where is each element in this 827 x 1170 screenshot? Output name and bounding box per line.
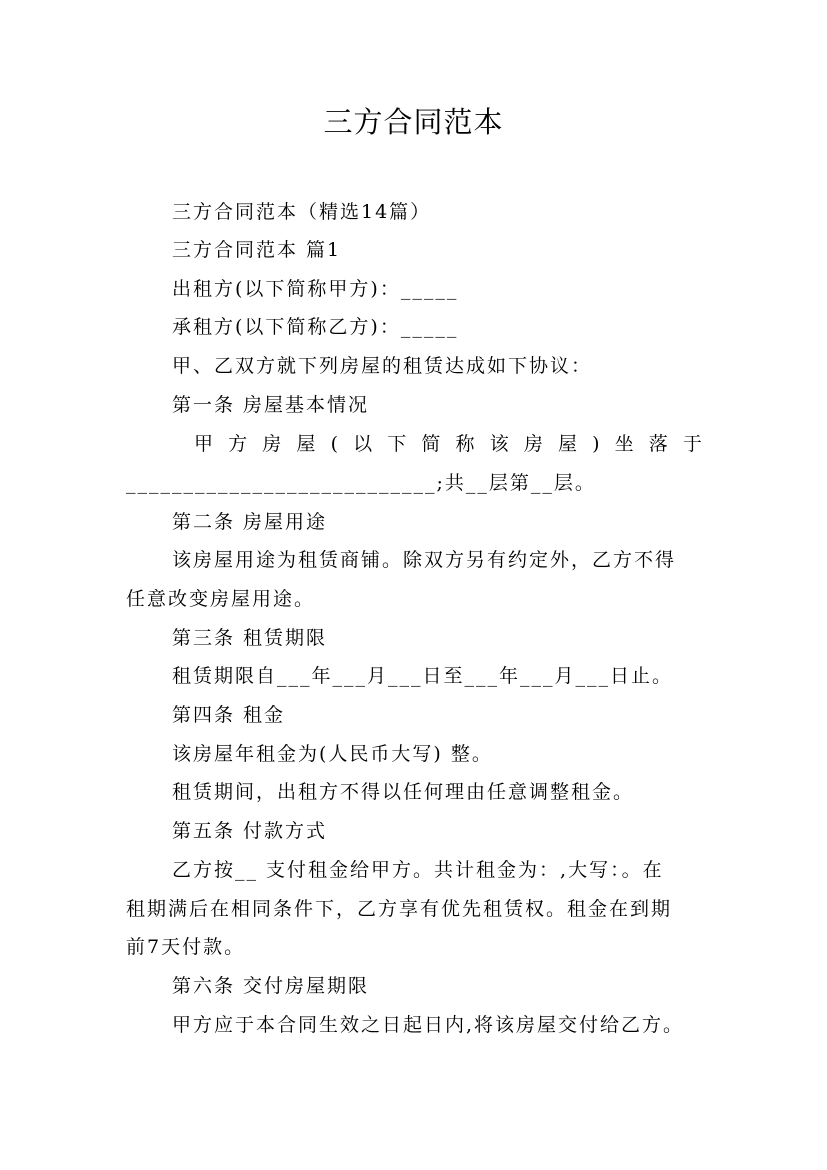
doc-line-property-floors: ___________________________;共__层第__层。 (126, 472, 596, 494)
doc-line-article-5: 第五条 付款方式 (172, 820, 328, 842)
doc-line-payment-cont: 租期满后在相同条件下，乙方享有优先租赁权。租金在到期 (126, 898, 673, 920)
justified-char: 该 (489, 433, 509, 455)
doc-line-article-3: 第三条 租赁期限 (172, 627, 328, 649)
doc-line-article-2: 第二条 房屋用途 (172, 511, 328, 533)
document-title: 三方合同范本 (323, 105, 504, 139)
justified-char: ) (592, 433, 600, 455)
doc-line-payment: 乙方按__ 支付租金给甲方。共计租金为：,大写：。在 (172, 859, 664, 881)
justified-char: 坐 (614, 433, 634, 455)
justified-char: 下 (387, 433, 407, 455)
justified-char: 屋 (557, 433, 577, 455)
doc-line-subtitle: 三方合同范本（精选14篇） (172, 201, 432, 223)
doc-line-article-4: 第四条 租金 (172, 704, 286, 726)
doc-line-article-6: 第六条 交付房屋期限 (172, 975, 370, 997)
justified-char: 简 (421, 433, 441, 455)
justified-char: 方 (228, 433, 248, 455)
doc-line-lessee: 承租方(以下简称乙方)：_____ (172, 316, 459, 338)
justified-char: 落 (648, 433, 668, 455)
doc-line-payment-cont-2: 前7天付款。 (126, 936, 246, 958)
doc-line-article-1: 第一条 房屋基本情况 (172, 394, 370, 416)
justified-char: 屋 (296, 433, 316, 455)
doc-line-usage-cont: 任意改变房屋用途。 (126, 588, 316, 610)
justified-char: 以 (353, 433, 373, 455)
justified-char: 房 (262, 433, 282, 455)
doc-line-agreement-intro: 甲、乙双方就下列房屋的租赁达成如下协议： (172, 355, 593, 377)
justified-char: 甲 (194, 433, 214, 455)
doc-line-annual-rent: 该房屋年租金为(人民币大写) 整。 (172, 743, 493, 765)
doc-line-lessor: 出租方(以下简称甲方)：_____ (172, 278, 459, 300)
justified-char: ( (330, 433, 338, 455)
justified-char: 房 (523, 433, 543, 455)
justified-char: 于 (682, 433, 702, 455)
justified-char: 称 (455, 433, 475, 455)
doc-line-section-heading: 三方合同范本 篇1 (172, 239, 342, 261)
doc-line-handover: 甲方应于本合同生效之日起日内,将该房屋交付给乙方。 (172, 1014, 685, 1036)
doc-line-rent-adjustment: 租赁期间，出租方不得以任何理由任意调整租金。 (172, 781, 635, 803)
doc-line-property-location (194, 430, 702, 458)
doc-line-lease-term: 租赁期限自___年___月___日至___年___月___日止。 (172, 665, 674, 687)
doc-line-usage: 该房屋用途为租赁商铺。除双方另有约定外，乙方不得 (172, 549, 677, 571)
